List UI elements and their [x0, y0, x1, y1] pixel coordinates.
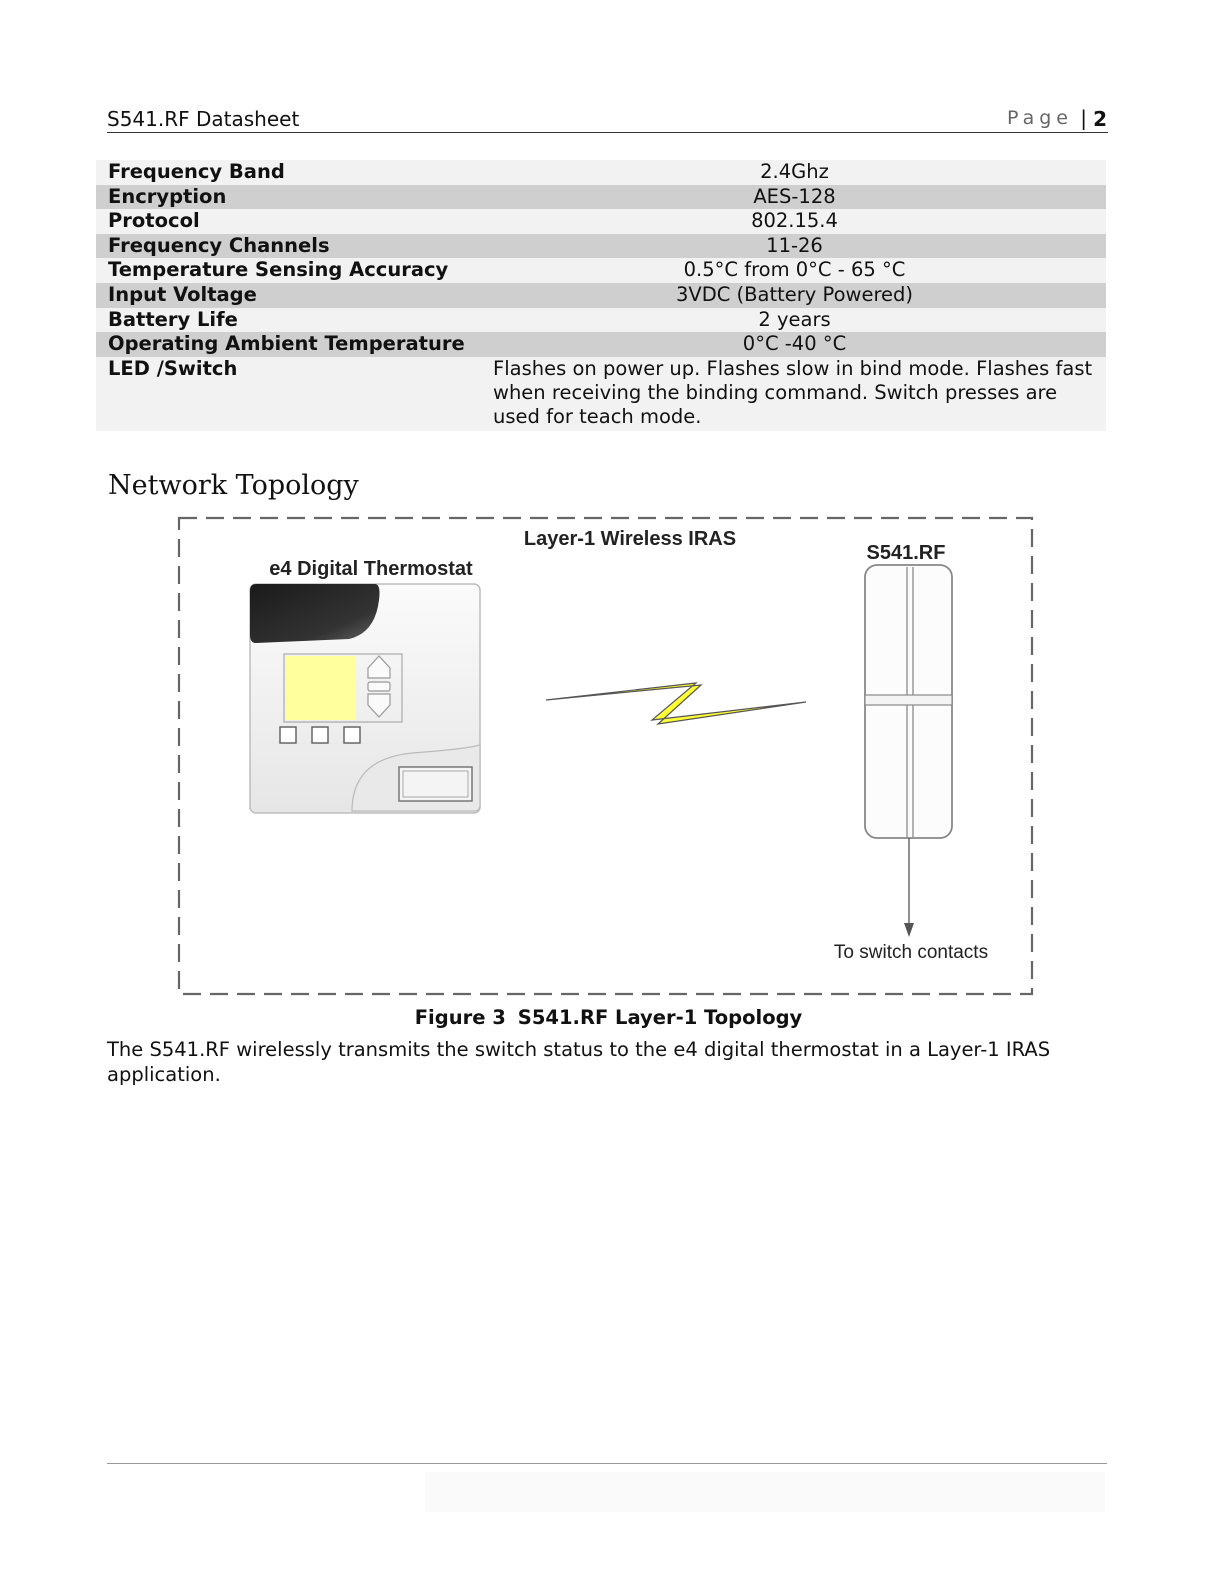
arrow-down-icon [904, 923, 914, 937]
thermostat-icon [250, 584, 480, 813]
wireless-bolt-icon [546, 683, 806, 724]
section-title: Network Topology [108, 470, 359, 501]
spec-value: 2 years [483, 308, 1106, 333]
thermostat-display [286, 656, 356, 720]
header-rule [107, 132, 1108, 133]
spec-row [96, 308, 1106, 333]
spec-value: 0.5°C from 0°C - 65 °C [483, 258, 1106, 283]
spec-value: 2.4Ghz [483, 160, 1106, 185]
spec-value: 3VDC (Battery Powered) [483, 283, 1106, 308]
page-separator: | [1080, 106, 1087, 130]
spec-row [96, 332, 1106, 357]
spec-label: Encryption [96, 185, 483, 210]
spec-label: Frequency Band [96, 160, 483, 185]
spec-label: LED /Switch [96, 357, 483, 431]
page-number: 2 [1093, 107, 1107, 131]
thermostat-label: e4 Digital Thermostat [269, 558, 473, 580]
footer-area [425, 1472, 1105, 1512]
spec-row [96, 160, 1106, 185]
spec-row [96, 234, 1106, 259]
spec-row [96, 357, 1106, 431]
body-paragraph: The S541.RF wirelessly transmits the switch status to the e4 digital thermostat in a Layer-1 IRAS application. [107, 1038, 1051, 1086]
spec-row [96, 185, 1106, 210]
caption-title: S541.RF Layer-1 Topology [517, 1006, 803, 1029]
spec-label: Input Voltage [96, 283, 483, 308]
document-title: S541.RF Datasheet [107, 107, 300, 131]
spec-label: Frequency Channels [96, 234, 483, 259]
spec-row [96, 283, 1106, 308]
page-header [107, 107, 1107, 131]
spec-row [96, 209, 1106, 234]
spec-value: AES-128 [483, 185, 1106, 210]
spec-label: Battery Life [96, 308, 483, 333]
spec-value: 802.15.4 [483, 209, 1106, 234]
spec-label: Temperature Sensing Accuracy [96, 258, 483, 283]
spec-value: 0°C -40 °C [483, 332, 1106, 357]
caption-number: Figure 3 [414, 1006, 506, 1029]
spec-value: Flashes on power up. Flashes slow in bind mode. Flashes fast when receiving the binding command. Switch presses are used for teach mode. [483, 357, 1106, 431]
page-label: Page [1007, 107, 1073, 129]
spec-value: 11-26 [483, 234, 1106, 259]
output-label: To switch contacts [833, 942, 989, 963]
spec-row [96, 258, 1106, 283]
spec-label: Operating Ambient Temperature [96, 332, 483, 357]
frame-label: Layer-1 Wireless IRAS [523, 528, 737, 550]
sensor-icon [865, 565, 952, 838]
spec-label: Protocol [96, 209, 483, 234]
topology-figure [176, 515, 1036, 998]
figure-caption [0, 1006, 1217, 1029]
spec-table [96, 160, 1106, 431]
footer-rule [107, 1463, 1107, 1464]
sensor-label: S541.RF [866, 542, 946, 564]
